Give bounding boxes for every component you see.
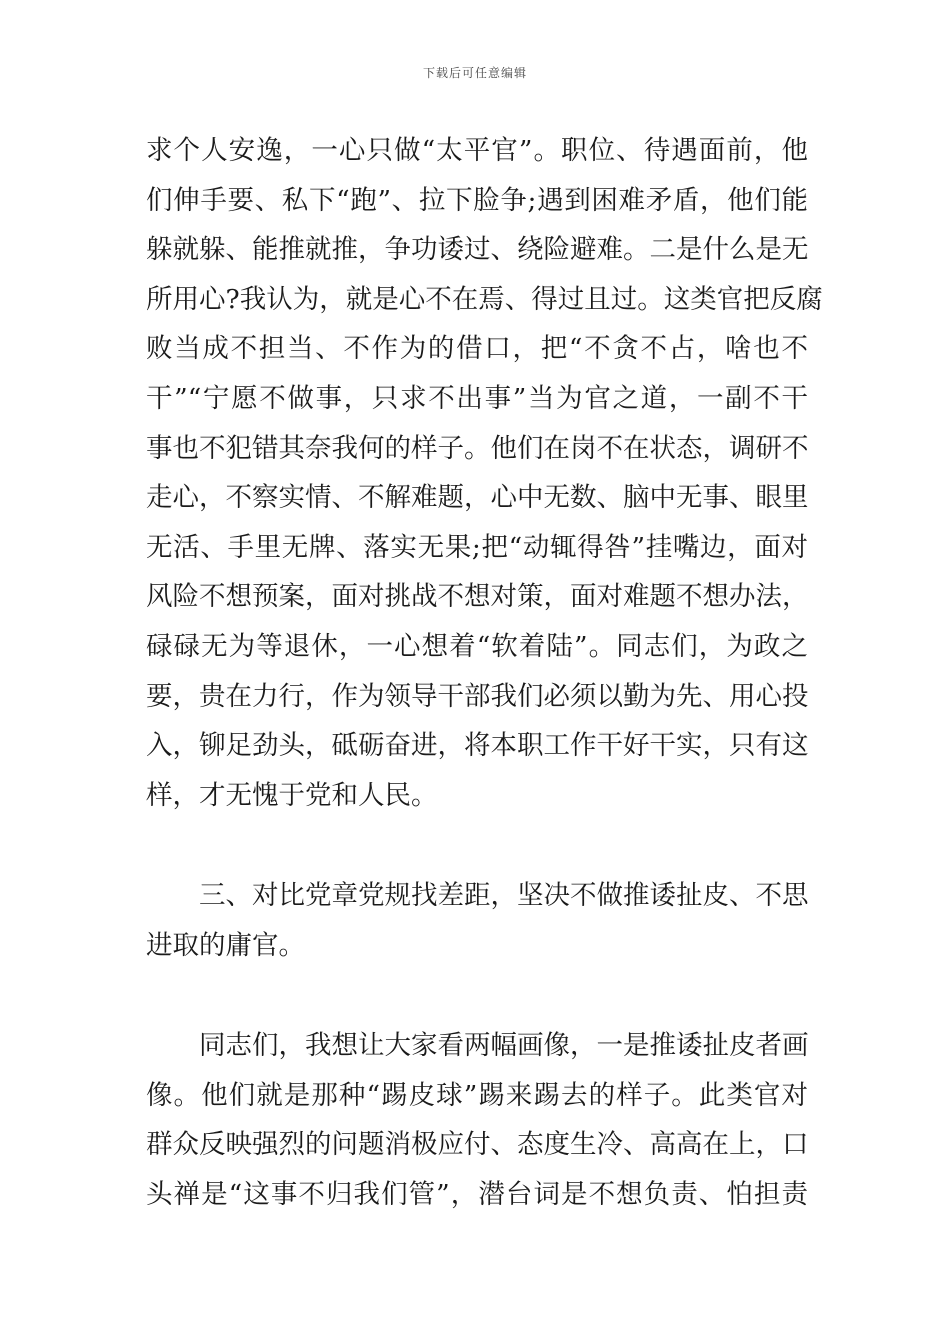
text-line: 要，贵在力行，作为领导干部我们必须以勤为先、用心投	[146, 680, 809, 712]
text-line: 所用心?我认为，就是心不在焉、得过且过。这类官把反腐	[146, 283, 823, 315]
text-line: 败当成不担当、不作为的借口，把“不贪不占，啥也不	[146, 333, 808, 365]
paragraph-1	[146, 126, 823, 820]
text-line: 样，才无愧于党和人民。	[146, 779, 438, 811]
section-heading-paragraph	[146, 871, 808, 970]
text-line: 干”“宁愿不做事，只求不出事”当为官之道，一副不干	[146, 382, 808, 414]
text-line: 同志们，我想让大家看两幅画像，一是推诿扯皮者画	[199, 1030, 809, 1061]
text-line: 像。他们就是那种“踢皮球”踢来踢去的样子。此类官对	[146, 1079, 808, 1111]
text-line: 走心，不察实情、不解难题，心中无数、脑中无事、眼里	[146, 482, 809, 514]
text-line: 碌碌无为等退休，一心想着“软着陆”。同志们，为政之	[146, 630, 808, 662]
text-line: 进取的庸官。	[146, 929, 305, 961]
paragraph-3	[146, 1021, 808, 1219]
text-line: 无活、手里无牌、落实无果;把“动辄得咎”挂嘴边，面对	[146, 531, 808, 563]
text-line: 群众反映强烈的问题消极应付、态度生冷、高高在上，口	[146, 1129, 809, 1161]
text-line: 们伸手要、私下“跑”、拉下脸争;遇到困难矛盾，他们能	[146, 184, 808, 216]
text-line: 风险不想预案，面对挑战不想对策，面对难题不想办法，	[146, 581, 809, 613]
text-line: 头禅是“这事不归我们管”，潜台词是不想负责、怕担责	[146, 1178, 808, 1210]
text-line: 入，铆足劲头，砥砺奋进，将本职工作干好干实，只有这	[146, 730, 809, 762]
page-header: 下载后可任意编辑	[422, 66, 527, 80]
text-line: 三、对比党章党规找差距，坚决不做推诿扯皮、不思	[199, 880, 809, 911]
text-line: 躲就躲、能推就推，争功诿过、绕险避难。二是什么是无	[146, 234, 809, 266]
text-line: 求个人安逸，一心只做“太平官”。职位、待遇面前，他	[146, 135, 808, 166]
text-line: 事也不犯错其奈我何的样子。他们在岗不在状态，调研不	[146, 432, 809, 464]
